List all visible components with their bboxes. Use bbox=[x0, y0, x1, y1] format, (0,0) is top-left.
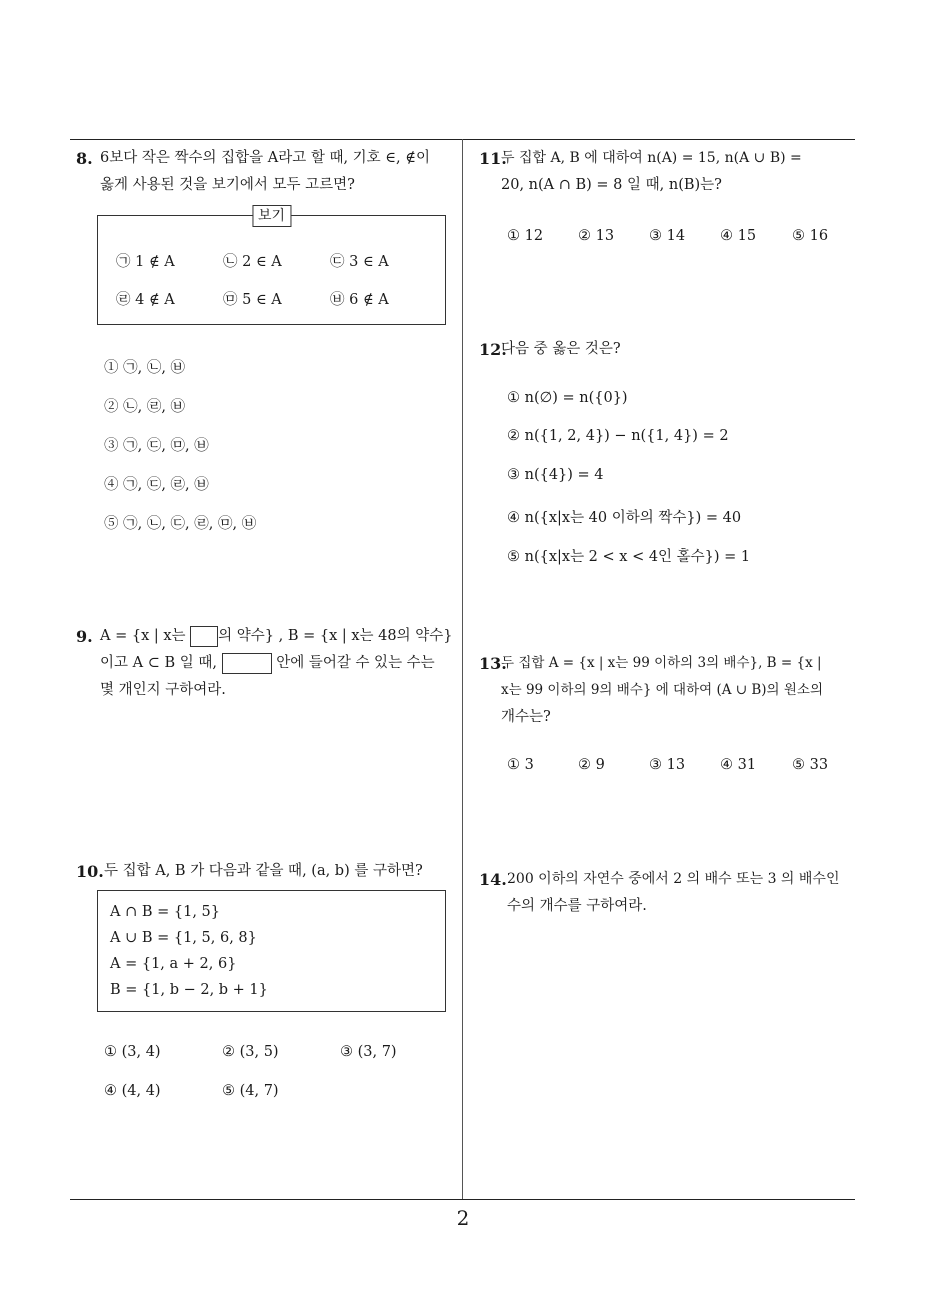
answer-option[interactable]: ③ ㉠, ㉢, ㉤, ㉥ bbox=[104, 438, 209, 454]
question-number: 9. bbox=[76, 627, 93, 646]
answer-option[interactable]: ② 9 bbox=[578, 757, 605, 773]
question-number: 12. bbox=[479, 340, 507, 359]
question-8 bbox=[76, 145, 461, 199]
question-14 bbox=[479, 866, 861, 920]
bogi-item: ㉡ 2 ∈ A bbox=[223, 254, 282, 270]
question-number: 10. bbox=[76, 862, 104, 881]
text-fragment: A = {x | x는 bbox=[100, 628, 186, 644]
answer-option[interactable]: ② n({1, 2, 4}) − n({1, 4}) = 2 bbox=[507, 428, 729, 444]
answer-option[interactable]: ③ n({4}) = 4 bbox=[507, 467, 604, 483]
question-text-line bbox=[100, 623, 461, 650]
question-number: 11. bbox=[479, 149, 507, 168]
question-10 bbox=[76, 858, 461, 885]
set-line: A ∩ B = {1, 5} bbox=[110, 904, 220, 920]
answer-option[interactable]: ⑤ (4, 7) bbox=[222, 1083, 279, 1099]
question-text-line: 옳게 사용된 것을 보기에서 모두 고르면? bbox=[100, 177, 355, 193]
question-text-line: 다음 중 옳은 것은? bbox=[501, 341, 621, 357]
answer-option[interactable]: ② (3, 5) bbox=[222, 1044, 279, 1060]
question-text-line bbox=[100, 650, 461, 677]
answer-option[interactable]: ④ 31 bbox=[720, 757, 757, 773]
question-9 bbox=[76, 623, 461, 704]
answer-option[interactable]: ⑤ 33 bbox=[792, 757, 829, 773]
question-number: 14. bbox=[479, 870, 507, 889]
question-text-line: x는 99 이하의 9의 배수} 에 대하여 (A ∪ B)의 원소의 bbox=[501, 682, 824, 698]
answer-option[interactable]: ④ (4, 4) bbox=[104, 1083, 161, 1099]
text-fragment: 의 약수} , B = {x | x는 48의 약수} bbox=[218, 628, 453, 644]
answer-option[interactable]: ⑤ n({x|x는 2 < x < 4인 홀수}) = 1 bbox=[507, 549, 751, 565]
set-line: B = {1, b − 2, b + 1} bbox=[110, 982, 268, 998]
answer-option[interactable]: ⑤ 16 bbox=[792, 228, 829, 244]
bogi-item: ㉣ 4 ∉ A bbox=[116, 292, 175, 308]
answer-option[interactable]: ④ n({x|x는 40 이하의 짝수}) = 40 bbox=[507, 510, 742, 526]
answer-blank bbox=[190, 626, 218, 647]
question-text-line: 몇 개인지 구하여라. bbox=[100, 682, 226, 698]
answer-option[interactable]: ④ 15 bbox=[720, 228, 757, 244]
answer-option[interactable]: ① 12 bbox=[507, 228, 544, 244]
bottom-rule bbox=[70, 1199, 855, 1200]
bogi-item: ㉥ 6 ∉ A bbox=[330, 292, 389, 308]
bogi-label: 보기 bbox=[252, 205, 291, 227]
question-11 bbox=[479, 145, 861, 199]
question-13 bbox=[479, 650, 861, 731]
page-number: 2 bbox=[456, 1206, 470, 1230]
bogi-item: ㉠ 1 ∉ A bbox=[116, 254, 175, 270]
answer-option[interactable]: ③ 14 bbox=[649, 228, 686, 244]
question-text-line: 개수는? bbox=[501, 709, 551, 725]
set-definition-box bbox=[97, 890, 446, 1012]
bogi-item: ㉤ 5 ∈ A bbox=[223, 292, 282, 308]
question-number: 13. bbox=[479, 654, 507, 673]
question-number: 8. bbox=[76, 149, 93, 168]
question-text-line: 수의 개수를 구하여라. bbox=[507, 898, 647, 914]
question-text-line: 두 집합 A = {x | x는 99 이하의 3의 배수}, B = {x | bbox=[501, 655, 822, 671]
answer-option[interactable]: ① n(∅) = n({0}) bbox=[507, 390, 628, 406]
question-text-line: 6보다 작은 짝수의 집합을 A라고 할 때, 기호 ∈, ∉이 bbox=[100, 150, 430, 166]
answer-option[interactable]: ① 3 bbox=[507, 757, 534, 773]
answer-option[interactable]: ⑤ ㉠, ㉡, ㉢, ㉣, ㉤, ㉥ bbox=[104, 516, 257, 532]
set-line: A ∪ B = {1, 5, 6, 8} bbox=[110, 930, 257, 946]
answer-option[interactable]: ③ 13 bbox=[649, 757, 686, 773]
question-text-line: 두 집합 A, B 에 대하여 n(A) = 15, n(A ∪ B) = bbox=[501, 150, 802, 166]
column-divider bbox=[462, 139, 463, 1200]
answer-option[interactable]: ③ (3, 7) bbox=[340, 1044, 397, 1060]
answer-option[interactable]: ② ㉡, ㉣, ㉥ bbox=[104, 399, 186, 415]
answer-option[interactable]: ① ㉠, ㉡, ㉥ bbox=[104, 360, 186, 376]
question-text-line: 200 이하의 자연수 중에서 2 의 배수 또는 3 의 배수인 bbox=[507, 871, 840, 887]
text-fragment: 안에 들어갈 수 있는 수는 bbox=[276, 655, 435, 671]
bogi-item: ㉢ 3 ∈ A bbox=[330, 254, 389, 270]
question-12 bbox=[479, 336, 861, 363]
set-line: A = {1, a + 2, 6} bbox=[110, 956, 237, 972]
bogi-box bbox=[97, 208, 446, 325]
question-text-line: 두 집합 A, B 가 다음과 같을 때, (a, b) 를 구하면? bbox=[104, 863, 423, 879]
question-text-line: 20, n(A ∩ B) = 8 일 때, n(B)는? bbox=[501, 177, 722, 193]
text-fragment: 이고 A ⊂ B 일 때, bbox=[100, 655, 217, 671]
answer-option[interactable]: ① (3, 4) bbox=[104, 1044, 161, 1060]
answer-option[interactable]: ④ ㉠, ㉢, ㉣, ㉥ bbox=[104, 477, 209, 493]
answer-option[interactable]: ② 13 bbox=[578, 228, 615, 244]
answer-blank bbox=[222, 653, 272, 674]
